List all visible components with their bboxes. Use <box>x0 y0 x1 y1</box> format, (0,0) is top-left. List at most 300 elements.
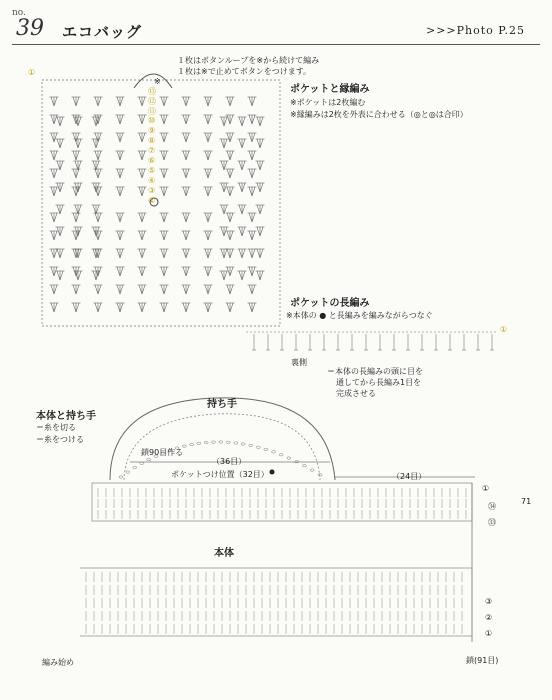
dc-stitch <box>120 151 123 160</box>
header-rule <box>12 44 540 45</box>
chain-stitch <box>241 443 245 445</box>
body-round-1-lower: ① <box>485 629 493 638</box>
dc-stitch <box>139 249 142 258</box>
dc-stitch <box>60 161 63 170</box>
dc-stitch <box>139 115 142 124</box>
body-label: 本体 <box>214 548 234 559</box>
dc-stitch <box>252 267 255 276</box>
body-round-3: ③ <box>485 597 493 606</box>
dc-stitch <box>95 187 98 196</box>
dc-stitch <box>186 231 189 240</box>
dc-stitch <box>60 249 63 258</box>
dc-stitch <box>239 271 242 280</box>
dc-stitch <box>164 231 167 240</box>
dc-stitch <box>221 139 224 148</box>
chain-stitch <box>190 443 194 445</box>
dc-stitch <box>93 271 96 280</box>
square-round-2: ② <box>148 196 156 205</box>
chain-stitch <box>126 471 130 473</box>
dc-stitch <box>51 303 54 312</box>
dc-stitch <box>227 285 230 294</box>
dc-stitch <box>93 117 96 126</box>
chain-stitch <box>197 442 201 444</box>
dc-stitch <box>73 285 76 294</box>
dc-stitch <box>252 249 255 258</box>
dc-stitch <box>221 271 224 280</box>
chain-stitch <box>140 462 144 464</box>
dc-stitch <box>257 139 260 148</box>
count-24-label: （24目） <box>392 472 427 481</box>
square-round-11: ⑪ <box>148 107 156 116</box>
dc-stitch <box>249 303 252 312</box>
dc-stitch <box>239 249 242 258</box>
dc-stitch <box>205 303 208 312</box>
dc-stitch <box>98 285 101 294</box>
square-round-1: ① <box>28 68 36 77</box>
dc-stitch <box>54 169 57 178</box>
chain-stitch <box>133 466 137 468</box>
dc-stitch <box>120 213 123 222</box>
dc-stitch <box>161 187 164 196</box>
dc-stitch <box>161 97 164 106</box>
dc-stitch <box>230 187 233 196</box>
dc-stitch <box>224 249 227 258</box>
dc-stitch <box>117 115 120 124</box>
dc-stitch <box>249 249 252 258</box>
pocket-position-label: ポケットつけ位置（32目） <box>171 470 269 479</box>
dc-stitch <box>51 187 54 196</box>
start-label: 編み始め <box>42 658 74 667</box>
chain-stitch <box>318 474 322 476</box>
dc-stitch <box>142 249 145 258</box>
dc-stitch <box>186 97 189 106</box>
dc-stitch <box>120 97 123 106</box>
dc-stitch <box>139 231 142 240</box>
dc-stitch <box>183 169 186 178</box>
dc-stitch <box>54 133 57 142</box>
chain-stitch <box>272 451 276 453</box>
dc-stitch <box>142 115 145 124</box>
dc-stitch <box>57 205 60 214</box>
dc-stitch <box>230 213 233 222</box>
dc-stitch <box>117 285 120 294</box>
dc-stitch <box>120 169 123 178</box>
dc-stitch <box>186 249 189 258</box>
dc-stitch <box>54 213 57 222</box>
dc-stitch <box>161 303 164 312</box>
dc-stitch <box>221 183 224 192</box>
dc-stitch <box>117 303 120 312</box>
dc-stitch <box>117 169 120 178</box>
dc-stitch <box>98 169 101 178</box>
dc-stitch <box>208 187 211 196</box>
dc-stitch <box>76 285 79 294</box>
dc-stitch <box>205 151 208 160</box>
dc-stitch <box>208 115 211 124</box>
dc-stitch <box>117 151 120 160</box>
dc-stitch <box>242 139 245 148</box>
handle-outer-arc <box>110 398 335 480</box>
body-round-34: ㉞ <box>488 502 496 511</box>
dc-stitch <box>252 213 255 222</box>
dc-stitch <box>78 117 81 126</box>
dc-stitch <box>252 303 255 312</box>
square-round-10: ⑩ <box>148 116 156 125</box>
dc-stitch <box>221 205 224 214</box>
dc-stitch <box>230 151 233 160</box>
dc-stitch <box>60 139 63 148</box>
dc-stitch <box>161 151 164 160</box>
dc-stitch <box>54 267 57 276</box>
dc-stitch <box>252 97 255 106</box>
dc-stitch <box>221 161 224 170</box>
dc-stitch <box>164 169 167 178</box>
loop-start-mark: ※ <box>154 77 161 86</box>
dc-stitch <box>93 161 96 170</box>
dc-stitch <box>227 213 230 222</box>
dc-stitch <box>230 303 233 312</box>
dc-stitch <box>75 271 78 280</box>
dc-stitch <box>161 115 164 124</box>
body-lower-block <box>80 568 472 636</box>
chain-stitch <box>211 441 215 443</box>
chain-stitch <box>234 442 238 444</box>
dc-stitch <box>139 169 142 178</box>
dc-stitch <box>142 169 145 178</box>
dc-stitch <box>54 97 57 106</box>
dc-stitch <box>120 267 123 276</box>
chain-stitch <box>147 458 151 460</box>
dc-stitch <box>96 205 99 214</box>
dc-stitch <box>164 267 167 276</box>
chain-stitch <box>204 441 208 443</box>
dc-stitch <box>161 213 164 222</box>
dc-stitch <box>183 97 186 106</box>
dc-stitch <box>139 267 142 276</box>
dc-stitch <box>139 213 142 222</box>
dc-stitch <box>252 231 255 240</box>
dc-stitch <box>139 303 142 312</box>
dc-stitch <box>57 271 60 280</box>
dc-stitch <box>183 249 186 258</box>
chain-stitch <box>249 444 253 446</box>
dc-stitch <box>260 139 263 148</box>
dc-stitch <box>161 285 164 294</box>
dc-stitch <box>249 151 252 160</box>
dc-stitch <box>98 303 101 312</box>
dc-stitch <box>120 249 123 258</box>
dc-stitch <box>57 139 60 148</box>
dc-stitch <box>208 97 211 106</box>
dc-stitch <box>139 187 142 196</box>
dc-stitch <box>78 139 81 148</box>
dc-stitch <box>120 187 123 196</box>
dc-stitch <box>183 285 186 294</box>
dc-stitch <box>51 285 54 294</box>
chain-stitch <box>264 448 268 450</box>
dc-stitch <box>249 97 252 106</box>
square-round-7: ⑦ <box>148 146 156 155</box>
dc-stitch <box>120 303 123 312</box>
dc-stitch <box>239 183 242 192</box>
dc-stitch <box>142 267 145 276</box>
dc-stitch <box>51 133 54 142</box>
dc-stitch <box>75 183 78 192</box>
dc-stitch <box>183 133 186 142</box>
chain-stitch <box>219 441 223 443</box>
chain-90-label: 鎖90目作る <box>141 448 184 457</box>
dc-stitch <box>208 249 211 258</box>
dc-stitch <box>75 227 78 236</box>
pocket-note-1: ※ポケットは2枚編む <box>290 98 366 107</box>
dc-stitch <box>186 169 189 178</box>
dc-stitch <box>257 227 260 236</box>
pocket-edge-note: ※本体の ● と長編みを編みながらつなぐ <box>286 311 433 320</box>
square-note-2: １枚は※で止めてボタンをつけます。 <box>177 67 312 76</box>
chain-91-label: 鎖(91目) <box>466 656 499 665</box>
dc-stitch <box>78 205 81 214</box>
dc-stitch <box>76 133 79 142</box>
dc-stitch <box>95 97 98 106</box>
dc-stitch <box>120 115 123 124</box>
dc-stitch <box>54 249 57 258</box>
body-lower-stitches <box>80 572 462 634</box>
chain-stitch <box>310 469 314 471</box>
insert-note-2: 通してから長編み1目を <box>336 378 422 387</box>
dc-stitch <box>186 151 189 160</box>
dc-stitch <box>139 133 142 142</box>
square-round-3: ③ <box>148 186 156 195</box>
dc-stitch <box>249 187 252 196</box>
dc-stitch <box>95 231 98 240</box>
dc-stitch <box>242 249 245 258</box>
dc-stitch <box>76 169 79 178</box>
dc-stitch <box>260 183 263 192</box>
dc-stitch <box>117 249 120 258</box>
dc-stitch <box>161 267 164 276</box>
dc-stitch <box>117 187 120 196</box>
dc-stitch <box>183 231 186 240</box>
dc-stitch <box>224 117 227 126</box>
dc-stitch <box>260 227 263 236</box>
dc-stitch <box>183 303 186 312</box>
dc-stitch <box>57 249 60 258</box>
body-round-1-upper: ① <box>482 484 490 493</box>
dc-stitch <box>139 97 142 106</box>
dc-stitch <box>260 249 263 258</box>
dc-stitch <box>257 249 260 258</box>
dc-stitch <box>93 139 96 148</box>
dc-stitch <box>142 97 145 106</box>
dc-stitch <box>54 285 57 294</box>
dc-stitch <box>75 205 78 214</box>
dc-stitch <box>60 117 63 126</box>
dc-stitch <box>186 285 189 294</box>
dc-stitch <box>73 231 76 240</box>
dc-stitch <box>98 213 101 222</box>
dc-stitch <box>221 117 224 126</box>
dc-stitch <box>183 115 186 124</box>
dc-stitch <box>117 213 120 222</box>
dc-stitch <box>98 231 101 240</box>
dc-stitch <box>230 249 233 258</box>
photo-reference: >>>Photo P.25 <box>426 24 525 37</box>
dc-stitch <box>252 115 255 124</box>
dc-stitch <box>239 227 242 236</box>
dc-stitch <box>230 97 233 106</box>
dc-stitch <box>221 227 224 236</box>
legend-cut-yarn: ＝糸を切る <box>36 423 76 432</box>
dc-stitch <box>227 267 230 276</box>
dc-stitch <box>242 205 245 214</box>
dc-stitch <box>230 115 233 124</box>
dc-stitch <box>51 151 54 160</box>
dc-stitch <box>54 115 57 124</box>
pocket-edge-round-1: ① <box>500 325 508 334</box>
dc-stitch <box>60 205 63 214</box>
dc-stitch <box>205 213 208 222</box>
dc-stitch <box>117 97 120 106</box>
dc-stitch <box>142 133 145 142</box>
pocket-edge-heading: ポケットの長編み <box>290 298 370 309</box>
dc-stitch <box>249 133 252 142</box>
square-round-8: ⑧ <box>148 136 156 145</box>
dc-stitch <box>249 231 252 240</box>
dc-stitch <box>205 267 208 276</box>
dc-stitch <box>224 271 227 280</box>
dc-stitch <box>205 115 208 124</box>
dc-stitch <box>164 133 167 142</box>
dc-stitch <box>205 169 208 178</box>
dc-stitch <box>120 133 123 142</box>
dc-stitch <box>54 231 57 240</box>
dc-stitch <box>60 183 63 192</box>
dc-stitch <box>117 267 120 276</box>
dc-stitch <box>73 169 76 178</box>
dc-stitch <box>252 169 255 178</box>
dc-stitch <box>186 133 189 142</box>
chain-stitch <box>256 446 260 448</box>
dc-stitch <box>227 151 230 160</box>
dc-stitch <box>164 151 167 160</box>
square-round-6: ⑥ <box>148 156 156 165</box>
dc-stitch <box>93 205 96 214</box>
dc-stitch <box>161 249 164 258</box>
dc-stitch <box>260 271 263 280</box>
dc-stitch <box>260 117 263 126</box>
count-36-label: （36目） <box>212 457 247 466</box>
dc-stitch <box>260 205 263 214</box>
dc-stitch <box>186 303 189 312</box>
dc-stitch <box>98 267 101 276</box>
dc-stitch <box>242 227 245 236</box>
dc-stitch <box>95 133 98 142</box>
back-side-label: 裏側 <box>291 358 307 367</box>
dc-stitch <box>186 213 189 222</box>
dc-stitch <box>252 187 255 196</box>
dc-stitch <box>164 115 167 124</box>
dc-stitch <box>120 285 123 294</box>
chain-stitch <box>287 457 291 459</box>
dc-stitch <box>208 303 211 312</box>
body-upper-stitches <box>98 488 466 519</box>
dc-stitch <box>183 213 186 222</box>
dc-stitch <box>164 285 167 294</box>
dc-stitch <box>73 213 76 222</box>
chain-stitch <box>279 454 283 456</box>
dc-stitch <box>142 151 145 160</box>
dc-stitch <box>227 133 230 142</box>
handle-label: 持ち手 <box>207 399 237 410</box>
dc-stitch <box>224 161 227 170</box>
square-round-5: ⑤ <box>148 166 156 175</box>
dc-stitch <box>239 161 242 170</box>
pattern-number: 39 <box>16 16 44 41</box>
dc-stitch <box>93 183 96 192</box>
dc-stitch <box>54 303 57 312</box>
dc-stitch <box>51 213 54 222</box>
dc-stitch <box>142 213 145 222</box>
dc-stitch <box>208 133 211 142</box>
dc-stitch <box>78 227 81 236</box>
dc-stitch <box>183 151 186 160</box>
dc-stitch <box>95 303 98 312</box>
page-number: 71 <box>521 497 532 506</box>
dc-stitch <box>242 183 245 192</box>
dc-stitch <box>205 285 208 294</box>
insert-note-1: ＝本体の長編みの頭に目を <box>327 367 423 376</box>
dc-stitch <box>239 139 242 148</box>
dc-stitch <box>227 115 230 124</box>
pocket-join-dot <box>270 470 275 475</box>
legend-join-yarn: ＝糸をつける <box>36 435 84 444</box>
dc-stitch <box>73 187 76 196</box>
dc-stitch <box>117 133 120 142</box>
dc-stitch <box>257 183 260 192</box>
dc-stitch <box>164 213 167 222</box>
dc-stitch <box>51 267 54 276</box>
dc-stitch <box>205 187 208 196</box>
dc-stitch <box>164 97 167 106</box>
square-round-4: ④ <box>148 176 156 185</box>
dc-stitch <box>54 187 57 196</box>
chain-stitch <box>226 441 230 443</box>
chain-stitch <box>119 476 123 478</box>
dc-stitch <box>117 231 120 240</box>
dc-stitch <box>54 151 57 160</box>
dc-stitch <box>120 231 123 240</box>
dc-stitch <box>98 187 101 196</box>
dc-stitch <box>183 267 186 276</box>
dc-stitch <box>142 231 145 240</box>
dc-stitch <box>257 271 260 280</box>
dc-stitch <box>57 183 60 192</box>
dc-stitch <box>51 115 54 124</box>
dc-stitch <box>95 169 98 178</box>
dc-stitch <box>139 151 142 160</box>
body-round-33: ㉝ <box>488 518 496 527</box>
dc-stitch <box>249 169 252 178</box>
dc-stitch <box>257 161 260 170</box>
dc-stitch <box>227 249 230 258</box>
dc-stitch <box>51 249 54 258</box>
dc-stitch <box>224 227 227 236</box>
dc-stitch <box>208 231 211 240</box>
square-round-13: ⑬ <box>148 87 156 96</box>
dc-stitch <box>252 285 255 294</box>
dc-stitch <box>230 169 233 178</box>
dc-stitch <box>95 285 98 294</box>
